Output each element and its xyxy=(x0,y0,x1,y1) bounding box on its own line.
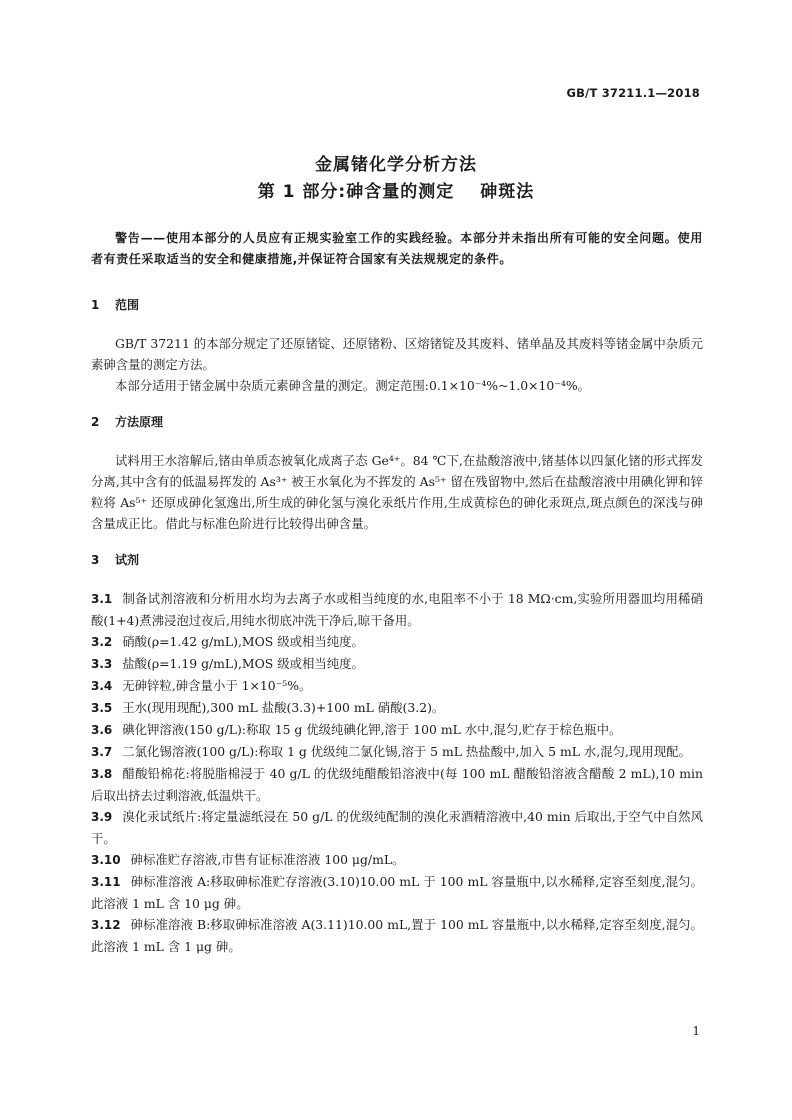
document-title: 金属锗化学分析方法 xyxy=(315,155,477,175)
item-text: 制备试剂溶液和分析用水均为去离子水或相当纯度的水,电阻率不小于 18 MΩ·cm,实验所用器皿均用稀硝酸(1+4)煮沸浸泡过夜后,用纯水彻底冲洗干净后,晾干备用。 xyxy=(91,591,703,628)
reagent-item xyxy=(91,806,703,849)
item-text: 砷标准溶液 A:移取砷标准贮存溶液(3.10)10.00 mL 于 100 mL 容量瓶中,以水稀释,定容至刻度,混匀。此溶液 1 mL 含 10 μg 砷。 xyxy=(91,874,703,911)
item-number: 3.9 xyxy=(91,810,113,824)
item-number: 3.11 xyxy=(91,875,121,889)
subtitle-part: 第 1 部分:砷含量的测定 xyxy=(257,182,455,202)
section-number: 1 xyxy=(91,298,100,312)
reagent-item xyxy=(91,741,703,763)
item-number: 3.4 xyxy=(91,679,113,693)
document-subtitle xyxy=(0,177,792,202)
section-2-heading xyxy=(91,412,703,433)
section-2-paragraph-1: 试料用王水溶解后,锗由单质态被氧化成离子态 Ge⁴⁺。84 ℃下,在盐酸溶液中,锗基体以四氯化锗的形式挥发分离,其中含有的低温易挥发的 As³⁺ 被王水氧化为不挥发的 As⁵⁺ 留在残留物中,然后在盐酸溶液中用碘化钾和锌粒将 As⁵⁺ 还原成砷化氢逸出,所生成的砷化氢与溴化汞纸片作用,生成黄棕色的砷化汞斑点,斑点颜色的深浅与砷含量成正比。借此与标准色阶进行比较得出砷含量。 xyxy=(91,453,703,531)
item-number: 3.2 xyxy=(91,635,113,649)
item-number: 3.3 xyxy=(91,657,113,671)
section-title: 方法原理 xyxy=(115,415,164,429)
item-text: 二氯化锡溶液(100 g/L):称取 1 g 优级纯二氯化锡,溶于 5 mL 热盐酸中,加入 5 mL 水,混匀,现用现配。 xyxy=(122,744,691,759)
item-text: 砷标准贮存溶液,市售有证标准溶液 100 μg/mL。 xyxy=(130,852,405,867)
section-1-paragraph-2: 本部分适用于锗金属中杂质元素砷含量的测定。测定范围:0.1×10⁻⁴%~1.0×10⁻⁴%。 xyxy=(115,378,590,393)
reagent-item xyxy=(91,675,703,697)
reagent-item xyxy=(91,914,703,957)
item-text: 碘化钾溶液(150 g/L):称取 15 g 优级纯碘化钾,溶于 100 mL 水中,混匀,贮存于棕色瓶中。 xyxy=(122,722,622,737)
reagent-list xyxy=(91,588,703,957)
reagent-item xyxy=(91,849,703,871)
page-number: 1 xyxy=(692,1024,700,1038)
safety-warning: 警告——使用本部分的人员应有正规实验室工作的实践经验。本部分并未指出所有可能的安全问题。使用者有责任采取适当的安全和健康措施,并保证符合国家有关法规规定的条件。 xyxy=(91,231,703,266)
section-title: 范围 xyxy=(115,298,140,312)
reagent-item xyxy=(91,653,703,675)
reagent-item xyxy=(91,871,703,914)
item-number: 3.8 xyxy=(91,767,113,781)
reagent-item xyxy=(91,631,703,653)
item-text: 醋酸铅棉花:将脱脂棉浸于 40 g/L 的优级纯醋酸铅溶液中(每 100 mL 醋酸铅溶液含醋酸 2 mL),10 min 后取出挤去过剩溶液,低温烘干。 xyxy=(91,766,703,803)
item-text: 王水(现用现配),300 mL 盐酸(3.3)+100 mL 硝酸(3.2)。 xyxy=(122,700,445,715)
section-1-heading xyxy=(91,295,703,316)
reagent-item xyxy=(91,697,703,719)
item-number: 3.12 xyxy=(91,918,121,932)
document-body xyxy=(91,228,703,957)
item-text: 溴化汞试纸片:将定量滤纸浸在 50 g/L 的优级纯配制的溴化汞酒精溶液中,40 min 后取出,于空气中自然风干。 xyxy=(91,809,703,846)
item-text: 砷标准溶液 B:移取砷标准溶液 A(3.11)10.00 mL,置于 100 mL 容量瓶中,以水稀释,定容至刻度,混匀。此溶液 1 mL 含 1 μg 砷。 xyxy=(91,917,703,954)
section-number: 3 xyxy=(91,553,100,567)
item-text: 无砷锌粒,砷含量小于 1×10⁻⁵%。 xyxy=(122,678,312,693)
item-number: 3.7 xyxy=(91,745,113,759)
item-number: 3.1 xyxy=(91,592,113,606)
item-number: 3.10 xyxy=(91,853,121,867)
section-1-paragraph-1: GB/T 37211 的本部分规定了还原锗锭、还原锗粉、区熔锗锭及其废料、锗单晶及其废料等锗金属中杂质元素砷含量的测定方法。 xyxy=(91,336,703,372)
reagent-item xyxy=(91,588,703,631)
reagent-item xyxy=(91,763,703,806)
section-title: 试剂 xyxy=(115,553,140,567)
item-text: 硝酸(ρ=1.42 g/mL),MOS 级或相当纯度。 xyxy=(122,634,364,649)
section-3-heading xyxy=(91,550,703,571)
section-number: 2 xyxy=(91,415,100,429)
item-text: 盐酸(ρ=1.19 g/mL),MOS 级或相当纯度。 xyxy=(122,656,364,671)
subtitle-method: 砷斑法 xyxy=(480,182,535,202)
item-number: 3.6 xyxy=(91,723,113,737)
item-number: 3.5 xyxy=(91,701,113,715)
reagent-item xyxy=(91,719,703,741)
standard-code: GB/T 37211.1—2018 xyxy=(566,86,700,100)
